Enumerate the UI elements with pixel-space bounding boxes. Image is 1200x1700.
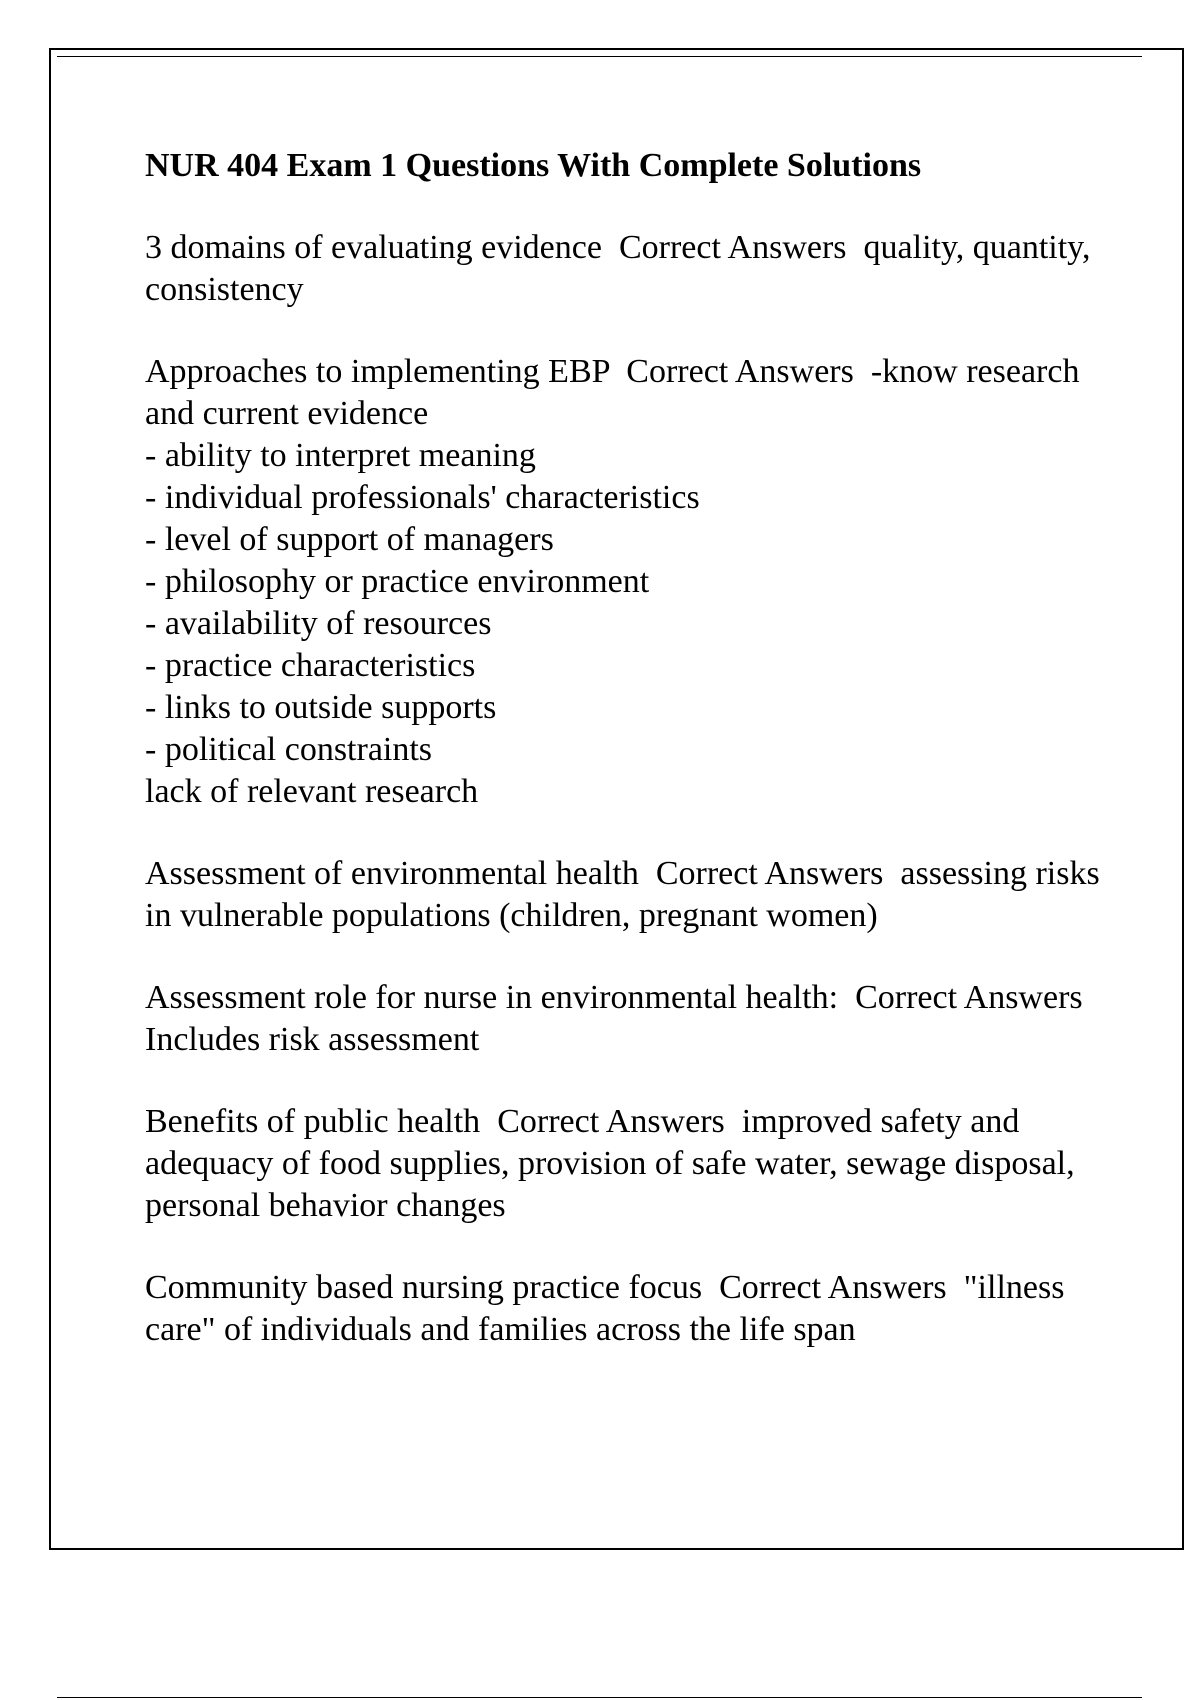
qa-item	[145, 351, 1105, 813]
qa-item	[145, 977, 1105, 1061]
question-text: Assessment role for nurse in environmental health:	[145, 979, 839, 1016]
page-title: NUR 404 Exam 1 Questions With Complete Solutions	[145, 147, 922, 184]
answer-text: improved safety and adequacy of food supplies, provision of safe water, sewage disposal, personal behavior changes	[145, 1103, 1084, 1224]
answer-marker: Correct Answers	[855, 979, 1083, 1016]
answer-text: assessing risks in vulnerable populations (children, pregnant women)	[145, 855, 1109, 934]
question-text: Assessment of environmental health	[145, 855, 639, 892]
question-text: Community based nursing practice focus	[145, 1269, 703, 1306]
question-text: Benefits of public health	[145, 1103, 481, 1140]
document-body	[145, 145, 1109, 1391]
question-text: Approaches to implementing EBP	[145, 353, 610, 390]
answer-marker: Correct Answers	[719, 1269, 947, 1306]
answer-text: -know research and current evidence - ability to interpret meaning - individual professionals' characteristics - level of support of managers - philosophy or practice environment - availability of resources - practice characteristics - links to outside supports - political constraints lack of relevant research	[145, 353, 1080, 810]
question-text: 3 domains of evaluating evidence	[145, 229, 602, 266]
qa-item	[145, 227, 1105, 311]
qa-item	[145, 853, 1109, 937]
answer-text: Includes risk assessment	[145, 1021, 480, 1058]
answer-marker: Correct Answers	[618, 229, 847, 266]
answer-marker: Correct Answers	[497, 1103, 725, 1140]
top-rule	[57, 56, 1142, 57]
bottom-rule	[57, 1697, 1142, 1698]
qa-item	[145, 1101, 1105, 1227]
answer-marker: Correct Answers	[626, 353, 854, 390]
answer-marker: Correct Answers	[655, 855, 884, 892]
qa-item	[145, 1267, 1105, 1351]
answer-text: "illness care" of individuals and families across the life span	[145, 1269, 1073, 1348]
answer-text: quality, quantity, consistency	[145, 229, 1099, 308]
